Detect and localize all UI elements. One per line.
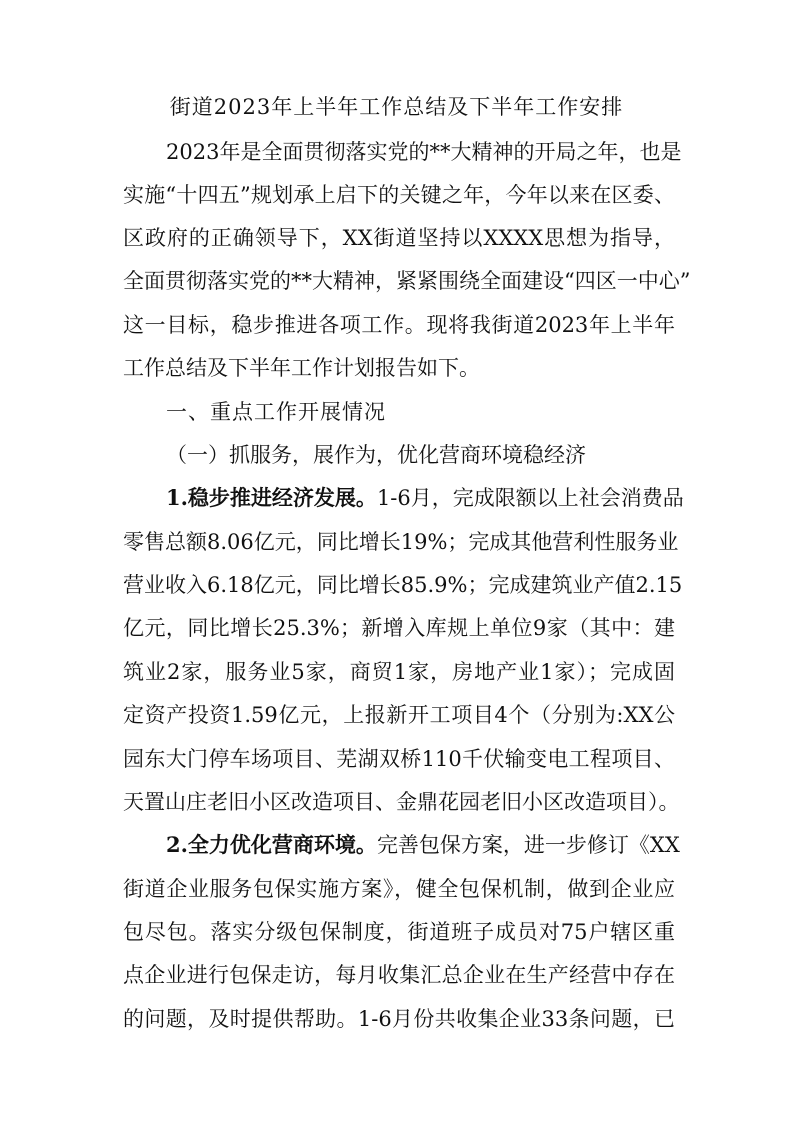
item2-line-3: 包尽包。落实分级包保制度，街道班子成员对75户辖区重 bbox=[123, 920, 675, 944]
subsection-heading: （一）抓服务，展作为，优化营商环境稳经济 bbox=[166, 443, 586, 467]
intro-line-6: 工作总结及下半年工作计划报告如下。 bbox=[123, 356, 480, 380]
item1-line-7: 园东大门停车场项目、芜湖双桥110千伏输变电工程项目、 bbox=[123, 747, 675, 771]
item2-line-2: 街道企业服务包保实施方案》，健全包保机制，做到企业应 bbox=[123, 877, 675, 901]
item1-line-2: 零售总额8.06亿元，同比增长19%；完成其他营利性服务业 bbox=[123, 530, 679, 554]
item2-line-5: 的问题，及时提供帮助。1-6月份共收集企业33条问题，已 bbox=[123, 1007, 675, 1031]
item1-line-5: 筑业2家，服务业5家，商贸1家，房地产业1家）；完成固 bbox=[123, 660, 675, 684]
intro-line-3: 区政府的正确领导下，XX街道坚持以XXXX思想为指导， bbox=[123, 226, 675, 250]
section-heading: 一、重点工作开展情况 bbox=[166, 400, 386, 424]
intro-line-2: 实施“十四五”规划承上启下的关键之年，今年以来在区委、 bbox=[123, 183, 675, 207]
item1-first-line-text: 1-6月，完成限额以上社会消费品 bbox=[376, 486, 684, 510]
item2-first-line-text: 完善包保方案，进一步修订《XX bbox=[376, 833, 680, 857]
item2-line-4: 点企业进行包保走访，每月收集汇总企业在生产经营中存在 bbox=[123, 963, 675, 987]
item2-line-1 bbox=[166, 830, 680, 860]
item1-line-6: 定资产投资1.59亿元，上报新开工项目4个（分别为:XX公 bbox=[123, 703, 675, 727]
intro-line-1: 2023年是全面贯彻落实党的**大精神的开局之年，也是 bbox=[166, 140, 682, 164]
intro-line-5: 这一目标，稳步推进各项工作。现将我街道2023年上半年 bbox=[123, 313, 675, 337]
document-title: 街道2023年上半年工作总结及下半年工作安排 bbox=[169, 95, 624, 119]
item1-line-8: 天置山庄老旧小区改造项目、金鼎花园老旧小区改造项目）。 bbox=[123, 790, 680, 814]
item1-line-1 bbox=[166, 483, 684, 513]
item2-bold-lead: 2.全力优化营商环境。 bbox=[166, 832, 377, 857]
item1-bold-lead: 1.稳步推进经济发展。 bbox=[166, 485, 377, 510]
item1-line-3: 营业收入6.18亿元，同比增长85.9%；完成建筑业产值2.15 bbox=[123, 573, 683, 597]
item1-line-4: 亿元，同比增长25.3%；新增入库规上单位9家（其中：建 bbox=[123, 616, 675, 640]
intro-line-4: 全面贯彻落实党的**大精神，紧紧围绕全面建设“四区一中心” bbox=[123, 269, 691, 293]
